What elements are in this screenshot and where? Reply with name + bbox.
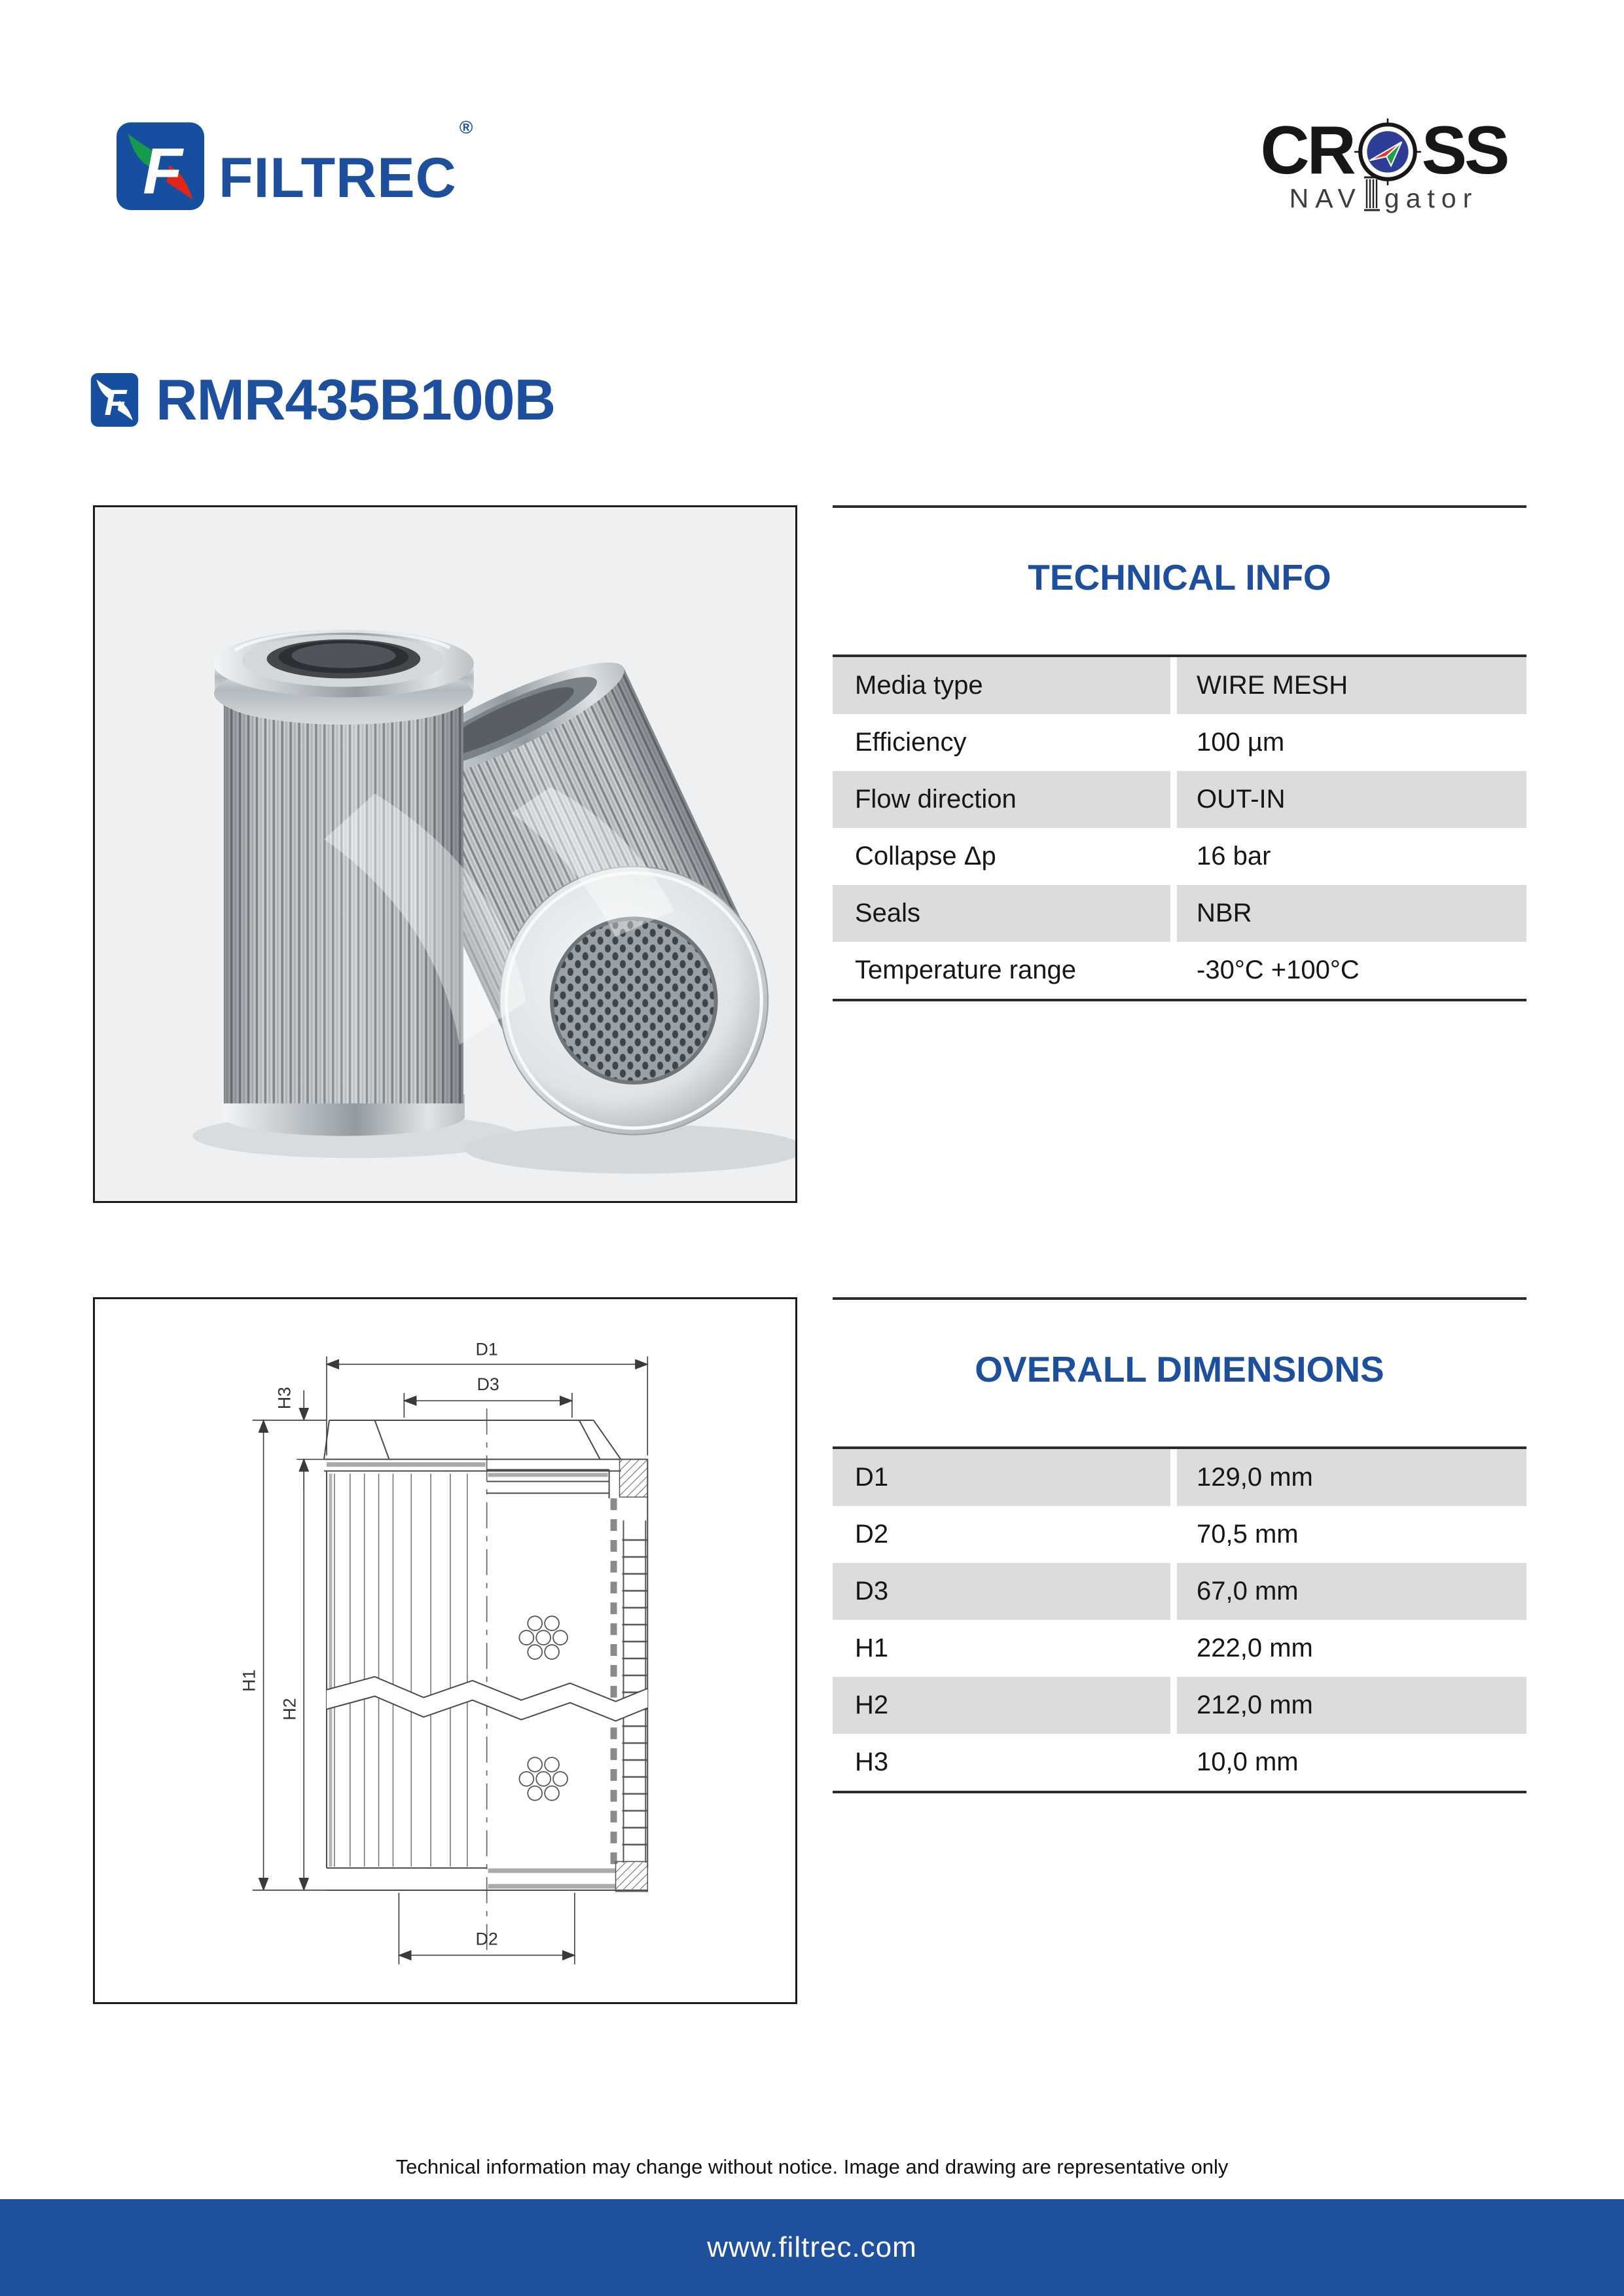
- spec-value: 100 µm: [1197, 728, 1285, 757]
- spec-value: WIRE MESH: [1177, 657, 1526, 714]
- dim-label-d1: D1: [475, 1339, 498, 1359]
- spec-value: 16 bar: [1197, 842, 1271, 870]
- dim-label-d2: D2: [475, 1929, 498, 1949]
- spec-label: Temperature range: [855, 956, 1076, 984]
- product-title: [90, 367, 555, 433]
- spec-value: 10,0 mm: [1197, 1748, 1299, 1776]
- spec-label: Collapse Δp: [855, 842, 996, 870]
- table-row: [833, 771, 1526, 828]
- compass-icon: [1354, 118, 1421, 185]
- product-photo-frame: [93, 505, 797, 1203]
- spec-value: 67,0 mm: [1177, 1563, 1526, 1620]
- table-row: [833, 1563, 1526, 1620]
- spec-label: Efficiency: [855, 728, 967, 757]
- table-row: [833, 714, 1526, 771]
- table-row: [833, 1734, 1526, 1791]
- spec-label: Flow direction: [833, 771, 1170, 828]
- overall-dimensions-table: [833, 1446, 1526, 1793]
- dim-label-h3: H3: [274, 1387, 295, 1410]
- technical-info-title: TECHNICAL INFO: [1028, 557, 1331, 598]
- cross-sub-left: NAV: [1289, 183, 1362, 213]
- technical-info-section: [833, 505, 1526, 1001]
- table-row: [833, 1620, 1526, 1677]
- overall-dimensions-section: [833, 1297, 1526, 1793]
- filtrec-logo: [117, 117, 474, 210]
- spec-value: -30°C +100°C: [1197, 956, 1360, 984]
- table-row: [833, 657, 1526, 714]
- spec-value: 222,0 mm: [1197, 1634, 1313, 1662]
- spec-value: 129,0 mm: [1177, 1449, 1526, 1506]
- disclaimer-text: Technical information may change without notice. Image and drawing are representative only: [395, 2155, 1229, 2178]
- product-code: RMR435B100B: [156, 367, 556, 432]
- spec-value: OUT-IN: [1177, 771, 1526, 828]
- dim-label-h2: H2: [280, 1698, 300, 1721]
- svg-text:F: F: [104, 382, 127, 423]
- table-row: [833, 1449, 1526, 1506]
- spec-label: D1: [833, 1449, 1170, 1506]
- spec-label: D2: [855, 1520, 889, 1549]
- dim-label-h1: H1: [239, 1669, 259, 1692]
- product-title-icon: [90, 373, 139, 427]
- spec-label: H3: [855, 1748, 889, 1776]
- spec-label: D3: [833, 1563, 1170, 1620]
- spec-label: H1: [855, 1634, 889, 1662]
- filtrec-wordmark: [219, 117, 474, 209]
- svg-text:F: F: [143, 135, 183, 208]
- table-row: [833, 1506, 1526, 1563]
- spec-value: NBR: [1177, 885, 1526, 942]
- website-link[interactable]: www.filtrec.com: [707, 2231, 917, 2263]
- technical-drawing-frame: [93, 1297, 797, 2004]
- spec-label: Seals: [833, 885, 1170, 942]
- table-row: [833, 885, 1526, 942]
- technical-info-table: [833, 655, 1526, 1001]
- product-photo: [95, 507, 795, 1201]
- cross-navigator-logo: [1255, 113, 1512, 213]
- filtrec-logo-icon: [117, 122, 204, 210]
- registered-trademark: ®: [459, 117, 474, 137]
- table-row: [833, 1677, 1526, 1734]
- filtrec-wordmark-text: FILTREC: [219, 147, 457, 209]
- technical-drawing: [95, 1299, 795, 2002]
- table-row: [833, 942, 1526, 999]
- cross-word-left: CR: [1260, 113, 1354, 188]
- table-row: [833, 828, 1526, 885]
- spec-value: 70,5 mm: [1197, 1520, 1299, 1549]
- overall-dimensions-title: OVERALL DIMENSIONS: [975, 1349, 1384, 1390]
- footer-bar: [0, 2199, 1624, 2296]
- spec-label: H2: [833, 1677, 1170, 1734]
- spec-label: Media type: [833, 657, 1170, 714]
- cross-sub-right: gator: [1384, 183, 1479, 213]
- cross-logo-line1: [1255, 113, 1512, 188]
- cross-word-right: SS: [1421, 113, 1507, 188]
- dim-label-d3: D3: [477, 1374, 499, 1395]
- spec-value: 212,0 mm: [1177, 1677, 1526, 1734]
